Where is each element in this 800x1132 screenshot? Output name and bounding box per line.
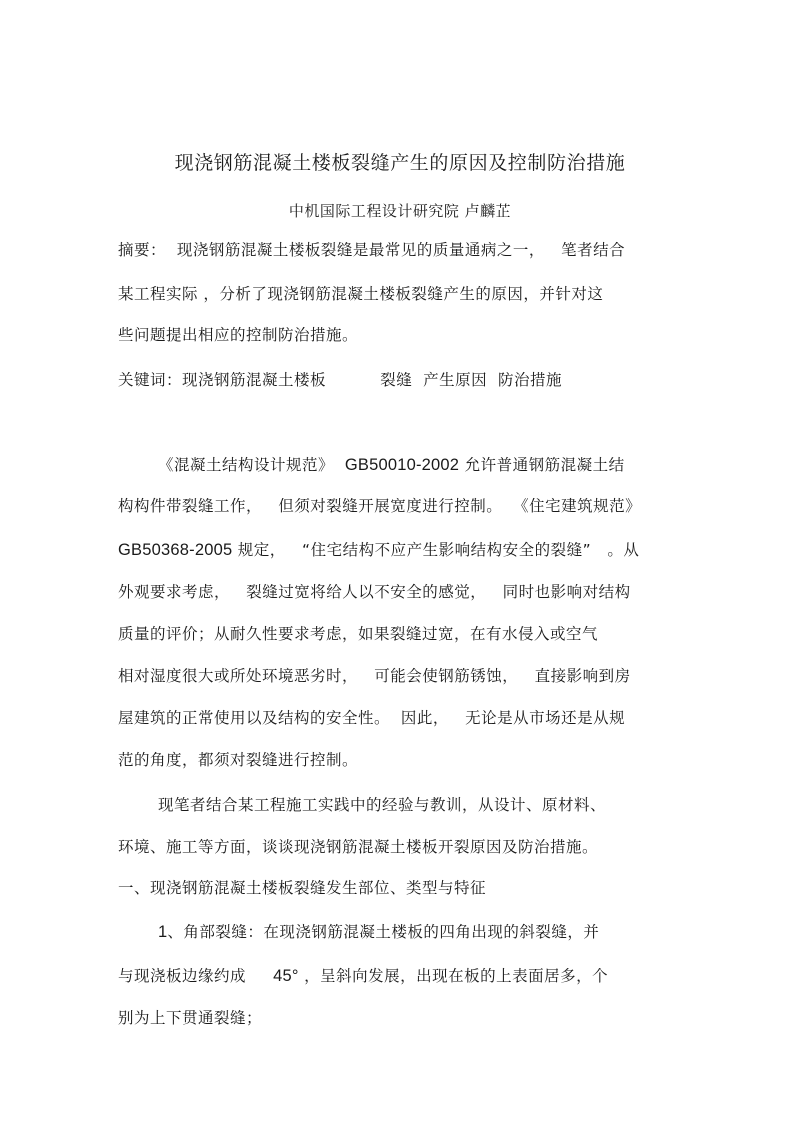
para2-line-2: 环境、施工等方面，谈谈现浇钢筋混凝土楼板开裂原因及防治措施。 bbox=[118, 838, 599, 856]
abstract-line-3: 些问题提出相应的控制防治措施。 bbox=[118, 326, 359, 344]
para2-line-1: 现笔者结合某工程施工实践中的经验与教训，从设计、原材料、 bbox=[158, 796, 607, 814]
para1-text: 规定， “住宅结构不应产生影响结构安全的裂缝” 。从 bbox=[232, 541, 640, 559]
para1-line-4: 外观要求考虑， 裂缝过宽将给人以不安全的感觉， 同时也影响对结构 bbox=[118, 583, 631, 601]
document-title: 现浇钢筋混凝土楼板裂缝产生的原因及控制防治措施 bbox=[174, 152, 626, 174]
item1-line-3: 别为上下贯通裂缝； bbox=[118, 1009, 263, 1027]
keywords-text: 现浇钢筋混凝土楼板 裂缝 产生原因 防治措施 bbox=[182, 371, 562, 389]
section-heading: 一、现浇钢筋混凝土楼板裂缝发生部位、类型与特征 bbox=[118, 879, 487, 897]
keywords-label: 关键词： bbox=[118, 371, 183, 389]
item1-text: 与现浇板边缘约成 bbox=[118, 967, 274, 985]
para1-line-7: 屋建筑的正常使用以及结构的安全性。 因此， 无论是从市场还是从规 bbox=[118, 709, 626, 727]
author-affiliation: 中机国际工程设计研究院 卢麟芷 bbox=[288, 202, 512, 220]
para1-line-3 bbox=[118, 540, 639, 560]
para1-line-5: 质量的评价；从耐久性要求考虑，如果裂缝过宽，在有水侵入或空气 bbox=[118, 625, 599, 643]
angle-value: 45° bbox=[273, 967, 299, 985]
para1-text: 允许普通钢筋混凝土结 bbox=[459, 456, 625, 474]
item1-line-1 bbox=[158, 922, 599, 942]
para1-line-1 bbox=[158, 455, 625, 475]
para1-line-8: 范的角度，都须对裂缝进行控制。 bbox=[118, 751, 359, 769]
standard-code: GB50010-2002 bbox=[344, 456, 460, 474]
item-number: 1 bbox=[158, 923, 168, 941]
para1-line-6: 相对湿度很大或所处环境恶劣时， 可能会使钢筋锈蚀， 直接影响到房 bbox=[118, 667, 631, 685]
para1-text: 《混凝土结构设计规范》 bbox=[158, 456, 345, 474]
abstract-text: 现浇钢筋混凝土楼板裂缝是最常见的质量通病之一， 笔者结合 bbox=[166, 241, 626, 259]
item1-line-2 bbox=[118, 966, 608, 986]
abstract-label: 摘要： bbox=[118, 241, 167, 259]
standard-code: GB50368-2005 bbox=[118, 541, 233, 559]
item1-text: 、角部裂缝：在现浇钢筋混凝土楼板的四角出现的斜裂缝，并 bbox=[167, 923, 600, 941]
keywords-line bbox=[118, 370, 562, 390]
item1-text: ，呈斜向发展，出现在板的上表面居多，个 bbox=[298, 967, 609, 985]
para1-line-2: 构构件带裂缝工作， 但须对裂缝开展宽度进行控制。 《住宅建筑规范》 bbox=[118, 497, 642, 515]
abstract-line-2: 某工程实际 ，分析了现浇钢筋混凝土楼板裂缝产生的原因，并针对这 bbox=[118, 285, 604, 303]
abstract-line-1 bbox=[118, 240, 625, 260]
